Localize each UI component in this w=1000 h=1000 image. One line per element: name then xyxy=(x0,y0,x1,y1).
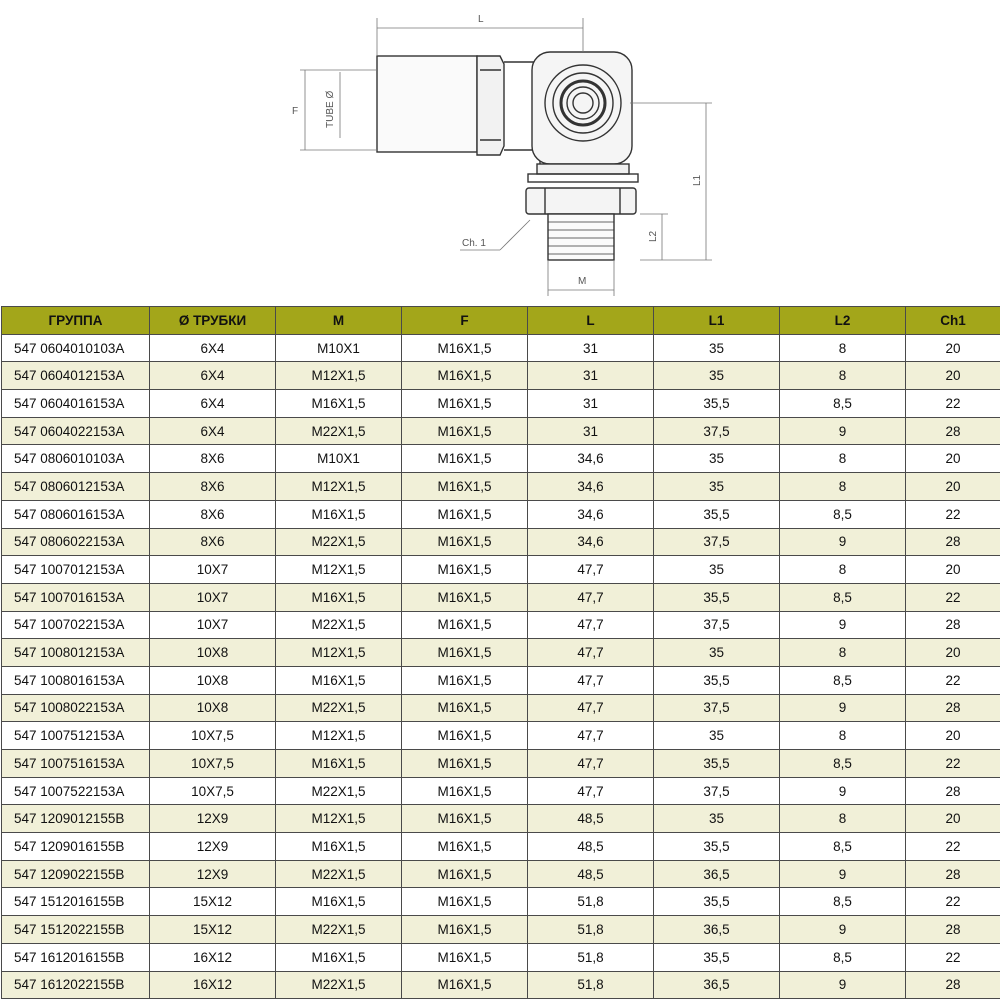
tube-body xyxy=(377,56,477,152)
cell-l: 51,8 xyxy=(528,916,654,944)
cell-tube: 10X7,5 xyxy=(150,750,276,778)
cell-l2: 8 xyxy=(780,362,906,390)
cell-group: 547 1209016155B xyxy=(2,833,150,861)
dim-label-F: F xyxy=(292,106,299,117)
cell-l: 31 xyxy=(528,390,654,418)
cell-l2: 8,5 xyxy=(780,390,906,418)
cell-m: M16X1,5 xyxy=(276,750,402,778)
table-row xyxy=(2,860,1000,888)
dim-label-ch1: Ch. 1 xyxy=(462,238,486,249)
cell-l1: 37,5 xyxy=(654,417,780,445)
cell-l2: 8,5 xyxy=(780,888,906,916)
cell-l: 34,6 xyxy=(528,500,654,528)
table-row xyxy=(2,916,1000,944)
cell-group: 547 0806016153A xyxy=(2,500,150,528)
table-row xyxy=(2,750,1000,778)
cell-l1: 35 xyxy=(654,362,780,390)
cell-l: 51,8 xyxy=(528,971,654,999)
cell-f: M16X1,5 xyxy=(402,888,528,916)
cell-l2: 8 xyxy=(780,445,906,473)
cell-ch1: 28 xyxy=(906,417,1000,445)
cell-f: M16X1,5 xyxy=(402,943,528,971)
cell-l1: 37,5 xyxy=(654,777,780,805)
cell-l1: 35,5 xyxy=(654,500,780,528)
table-row xyxy=(2,500,1000,528)
cell-m: M10X1 xyxy=(276,334,402,362)
cell-m: M22X1,5 xyxy=(276,528,402,556)
cell-l1: 35 xyxy=(654,473,780,501)
cell-tube: 10X7,5 xyxy=(150,777,276,805)
cell-l1: 37,5 xyxy=(654,611,780,639)
cell-l2: 9 xyxy=(780,860,906,888)
table-row xyxy=(2,445,1000,473)
cell-l: 47,7 xyxy=(528,611,654,639)
cell-group: 547 1007516153A xyxy=(2,750,150,778)
header-l2: L2 xyxy=(780,307,906,335)
header-m: M xyxy=(276,307,402,335)
cell-ch1: 20 xyxy=(906,445,1000,473)
header-group: ГРУППА xyxy=(2,307,150,335)
cell-m: M16X1,5 xyxy=(276,390,402,418)
cell-l2: 9 xyxy=(780,971,906,999)
cell-group: 547 1209022155B xyxy=(2,860,150,888)
dim-label-L1: L1 xyxy=(692,174,703,186)
cell-m: M10X1 xyxy=(276,445,402,473)
cell-tube: 16X12 xyxy=(150,971,276,999)
table-row xyxy=(2,362,1000,390)
cell-ch1: 22 xyxy=(906,888,1000,916)
cell-l: 31 xyxy=(528,334,654,362)
cell-m: M16X1,5 xyxy=(276,888,402,916)
cell-ch1: 28 xyxy=(906,971,1000,999)
cell-tube: 8X6 xyxy=(150,500,276,528)
header-l1: L1 xyxy=(654,307,780,335)
cell-l1: 35 xyxy=(654,639,780,667)
cell-l2: 8 xyxy=(780,473,906,501)
dim-label-L: L xyxy=(478,14,484,25)
table-row xyxy=(2,639,1000,667)
cell-group: 547 1008012153A xyxy=(2,639,150,667)
cell-ch1: 20 xyxy=(906,639,1000,667)
cell-group: 547 1612016155B xyxy=(2,943,150,971)
cell-tube: 6X4 xyxy=(150,334,276,362)
cell-group: 547 1007512153A xyxy=(2,722,150,750)
cell-group: 547 1512016155B xyxy=(2,888,150,916)
cell-group: 547 0604012153A xyxy=(2,362,150,390)
specification-table xyxy=(1,306,1000,999)
cell-l2: 8 xyxy=(780,334,906,362)
cell-m: M22X1,5 xyxy=(276,860,402,888)
cell-l: 47,7 xyxy=(528,639,654,667)
table-row xyxy=(2,694,1000,722)
cell-l1: 35 xyxy=(654,805,780,833)
cell-l2: 8,5 xyxy=(780,500,906,528)
cell-group: 547 1008016153A xyxy=(2,666,150,694)
technical-drawing xyxy=(0,0,1000,306)
cell-ch1: 20 xyxy=(906,805,1000,833)
cell-f: M16X1,5 xyxy=(402,556,528,584)
cell-f: M16X1,5 xyxy=(402,971,528,999)
cell-f: M16X1,5 xyxy=(402,860,528,888)
thread xyxy=(548,214,614,260)
cell-m: M22X1,5 xyxy=(276,611,402,639)
cell-tube: 10X7 xyxy=(150,611,276,639)
cell-m: M22X1,5 xyxy=(276,971,402,999)
cell-tube: 12X9 xyxy=(150,860,276,888)
elbow-head xyxy=(532,52,632,164)
cell-l1: 36,5 xyxy=(654,971,780,999)
cell-l: 48,5 xyxy=(528,860,654,888)
cell-ch1: 28 xyxy=(906,860,1000,888)
cell-f: M16X1,5 xyxy=(402,417,528,445)
cell-f: M16X1,5 xyxy=(402,473,528,501)
cell-l2: 9 xyxy=(780,611,906,639)
cell-ch1: 28 xyxy=(906,916,1000,944)
table-row xyxy=(2,390,1000,418)
table-row xyxy=(2,611,1000,639)
cell-ch1: 20 xyxy=(906,473,1000,501)
cell-l: 31 xyxy=(528,417,654,445)
cell-ch1: 22 xyxy=(906,943,1000,971)
cell-l1: 36,5 xyxy=(654,916,780,944)
cell-l: 47,7 xyxy=(528,556,654,584)
cell-l1: 35,5 xyxy=(654,750,780,778)
cell-l1: 37,5 xyxy=(654,694,780,722)
cell-ch1: 28 xyxy=(906,528,1000,556)
cell-l2: 9 xyxy=(780,417,906,445)
cell-tube: 10X8 xyxy=(150,694,276,722)
dim-label-tube: TUBE Ø xyxy=(325,90,336,128)
cell-l1: 35,5 xyxy=(654,390,780,418)
cell-f: M16X1,5 xyxy=(402,833,528,861)
cell-m: M12X1,5 xyxy=(276,473,402,501)
cell-group: 547 0604016153A xyxy=(2,390,150,418)
cell-group: 547 1512022155B xyxy=(2,916,150,944)
cell-l: 51,8 xyxy=(528,943,654,971)
cell-l: 34,6 xyxy=(528,473,654,501)
cell-tube: 8X6 xyxy=(150,528,276,556)
cell-l1: 35,5 xyxy=(654,943,780,971)
table-row xyxy=(2,777,1000,805)
table-row xyxy=(2,473,1000,501)
cell-m: M22X1,5 xyxy=(276,417,402,445)
cell-m: M22X1,5 xyxy=(276,916,402,944)
cell-l1: 35 xyxy=(654,445,780,473)
cell-f: M16X1,5 xyxy=(402,777,528,805)
cell-ch1: 20 xyxy=(906,556,1000,584)
cell-l1: 37,5 xyxy=(654,528,780,556)
header-tube-diameter: Ø ТРУБКИ xyxy=(150,307,276,335)
cell-f: M16X1,5 xyxy=(402,750,528,778)
cell-l2: 8 xyxy=(780,639,906,667)
cell-tube: 10X7,5 xyxy=(150,722,276,750)
cell-l: 34,6 xyxy=(528,528,654,556)
cell-group: 547 1007522153A xyxy=(2,777,150,805)
cell-l2: 9 xyxy=(780,694,906,722)
cell-l2: 8,5 xyxy=(780,750,906,778)
table-body xyxy=(2,334,1000,999)
cell-m: M12X1,5 xyxy=(276,722,402,750)
table-row xyxy=(2,888,1000,916)
table-header-row xyxy=(2,307,1000,335)
cell-ch1: 22 xyxy=(906,750,1000,778)
cell-l2: 8,5 xyxy=(780,833,906,861)
table-row xyxy=(2,666,1000,694)
cell-group: 547 1612022155B xyxy=(2,971,150,999)
cell-l: 47,7 xyxy=(528,694,654,722)
cell-f: M16X1,5 xyxy=(402,500,528,528)
cell-ch1: 22 xyxy=(906,833,1000,861)
cell-tube: 8X6 xyxy=(150,473,276,501)
cell-l2: 8 xyxy=(780,556,906,584)
cell-f: M16X1,5 xyxy=(402,334,528,362)
cell-m: M12X1,5 xyxy=(276,805,402,833)
cell-ch1: 28 xyxy=(906,777,1000,805)
cell-m: M16X1,5 xyxy=(276,500,402,528)
cell-tube: 12X9 xyxy=(150,805,276,833)
dim-label-M: M xyxy=(578,276,587,287)
cell-group: 547 0806022153A xyxy=(2,528,150,556)
cell-f: M16X1,5 xyxy=(402,722,528,750)
cell-tube: 12X9 xyxy=(150,833,276,861)
cell-ch1: 22 xyxy=(906,666,1000,694)
cell-l: 47,7 xyxy=(528,750,654,778)
cell-m: M22X1,5 xyxy=(276,777,402,805)
elbow-fitting-drawing xyxy=(0,0,1000,306)
cell-tube: 8X6 xyxy=(150,445,276,473)
cell-m: M12X1,5 xyxy=(276,362,402,390)
cell-l: 31 xyxy=(528,362,654,390)
cell-f: M16X1,5 xyxy=(402,666,528,694)
cell-tube: 6X4 xyxy=(150,390,276,418)
cell-tube: 10X8 xyxy=(150,666,276,694)
cell-m: M12X1,5 xyxy=(276,556,402,584)
cell-group: 547 1008022153A xyxy=(2,694,150,722)
cell-f: M16X1,5 xyxy=(402,694,528,722)
cell-l: 51,8 xyxy=(528,888,654,916)
cell-tube: 16X12 xyxy=(150,943,276,971)
cell-l1: 35 xyxy=(654,556,780,584)
cell-m: M16X1,5 xyxy=(276,583,402,611)
cell-group: 547 0604022153A xyxy=(2,417,150,445)
cell-l2: 8,5 xyxy=(780,583,906,611)
table-row xyxy=(2,943,1000,971)
cell-l: 34,6 xyxy=(528,445,654,473)
cell-l2: 9 xyxy=(780,528,906,556)
table-row xyxy=(2,971,1000,999)
cell-group: 547 1209012155B xyxy=(2,805,150,833)
cell-l: 47,7 xyxy=(528,722,654,750)
cell-l: 47,7 xyxy=(528,777,654,805)
header-ch1: Ch1 xyxy=(906,307,1000,335)
cell-l: 48,5 xyxy=(528,805,654,833)
cell-group: 547 0806010103A xyxy=(2,445,150,473)
cell-f: M16X1,5 xyxy=(402,805,528,833)
cell-f: M16X1,5 xyxy=(402,611,528,639)
table-row xyxy=(2,528,1000,556)
cell-ch1: 22 xyxy=(906,583,1000,611)
cell-group: 547 0604010103A xyxy=(2,334,150,362)
cell-l: 47,7 xyxy=(528,666,654,694)
cell-f: M16X1,5 xyxy=(402,390,528,418)
cell-tube: 15X12 xyxy=(150,888,276,916)
cell-ch1: 22 xyxy=(906,500,1000,528)
cell-l2: 8,5 xyxy=(780,666,906,694)
cell-l1: 35 xyxy=(654,334,780,362)
cell-ch1: 20 xyxy=(906,722,1000,750)
cell-l2: 9 xyxy=(780,777,906,805)
cell-l1: 35,5 xyxy=(654,888,780,916)
cell-m: M16X1,5 xyxy=(276,666,402,694)
cell-tube: 10X8 xyxy=(150,639,276,667)
cell-ch1: 28 xyxy=(906,694,1000,722)
cell-f: M16X1,5 xyxy=(402,583,528,611)
table-row xyxy=(2,583,1000,611)
cell-m: M12X1,5 xyxy=(276,639,402,667)
header-l: L xyxy=(528,307,654,335)
dim-label-L2: L2 xyxy=(648,230,659,242)
cell-group: 547 1007012153A xyxy=(2,556,150,584)
cell-tube: 6X4 xyxy=(150,417,276,445)
cell-f: M16X1,5 xyxy=(402,445,528,473)
cell-f: M16X1,5 xyxy=(402,528,528,556)
cell-group: 547 0806012153A xyxy=(2,473,150,501)
cell-l2: 9 xyxy=(780,916,906,944)
cell-ch1: 20 xyxy=(906,334,1000,362)
cell-m: M22X1,5 xyxy=(276,694,402,722)
cell-m: M16X1,5 xyxy=(276,833,402,861)
cell-ch1: 28 xyxy=(906,611,1000,639)
table-row xyxy=(2,833,1000,861)
cell-l1: 35,5 xyxy=(654,833,780,861)
cell-f: M16X1,5 xyxy=(402,362,528,390)
cell-l: 48,5 xyxy=(528,833,654,861)
table-row xyxy=(2,722,1000,750)
table-row xyxy=(2,334,1000,362)
cell-m: M16X1,5 xyxy=(276,943,402,971)
cell-l1: 35,5 xyxy=(654,583,780,611)
cell-tube: 10X7 xyxy=(150,583,276,611)
table-row xyxy=(2,417,1000,445)
cell-l1: 36,5 xyxy=(654,860,780,888)
cell-l1: 35 xyxy=(654,722,780,750)
cell-f: M16X1,5 xyxy=(402,916,528,944)
cell-group: 547 1007022153A xyxy=(2,611,150,639)
cell-l2: 8 xyxy=(780,805,906,833)
cell-l2: 8,5 xyxy=(780,943,906,971)
cell-tube: 15X12 xyxy=(150,916,276,944)
cell-ch1: 20 xyxy=(906,362,1000,390)
cell-group: 547 1007016153A xyxy=(2,583,150,611)
cell-l: 47,7 xyxy=(528,583,654,611)
table-row xyxy=(2,805,1000,833)
cell-tube: 6X4 xyxy=(150,362,276,390)
cell-ch1: 22 xyxy=(906,390,1000,418)
cell-tube: 10X7 xyxy=(150,556,276,584)
cell-l2: 8 xyxy=(780,722,906,750)
cell-f: M16X1,5 xyxy=(402,639,528,667)
table-row xyxy=(2,556,1000,584)
cell-l1: 35,5 xyxy=(654,666,780,694)
header-f: F xyxy=(402,307,528,335)
